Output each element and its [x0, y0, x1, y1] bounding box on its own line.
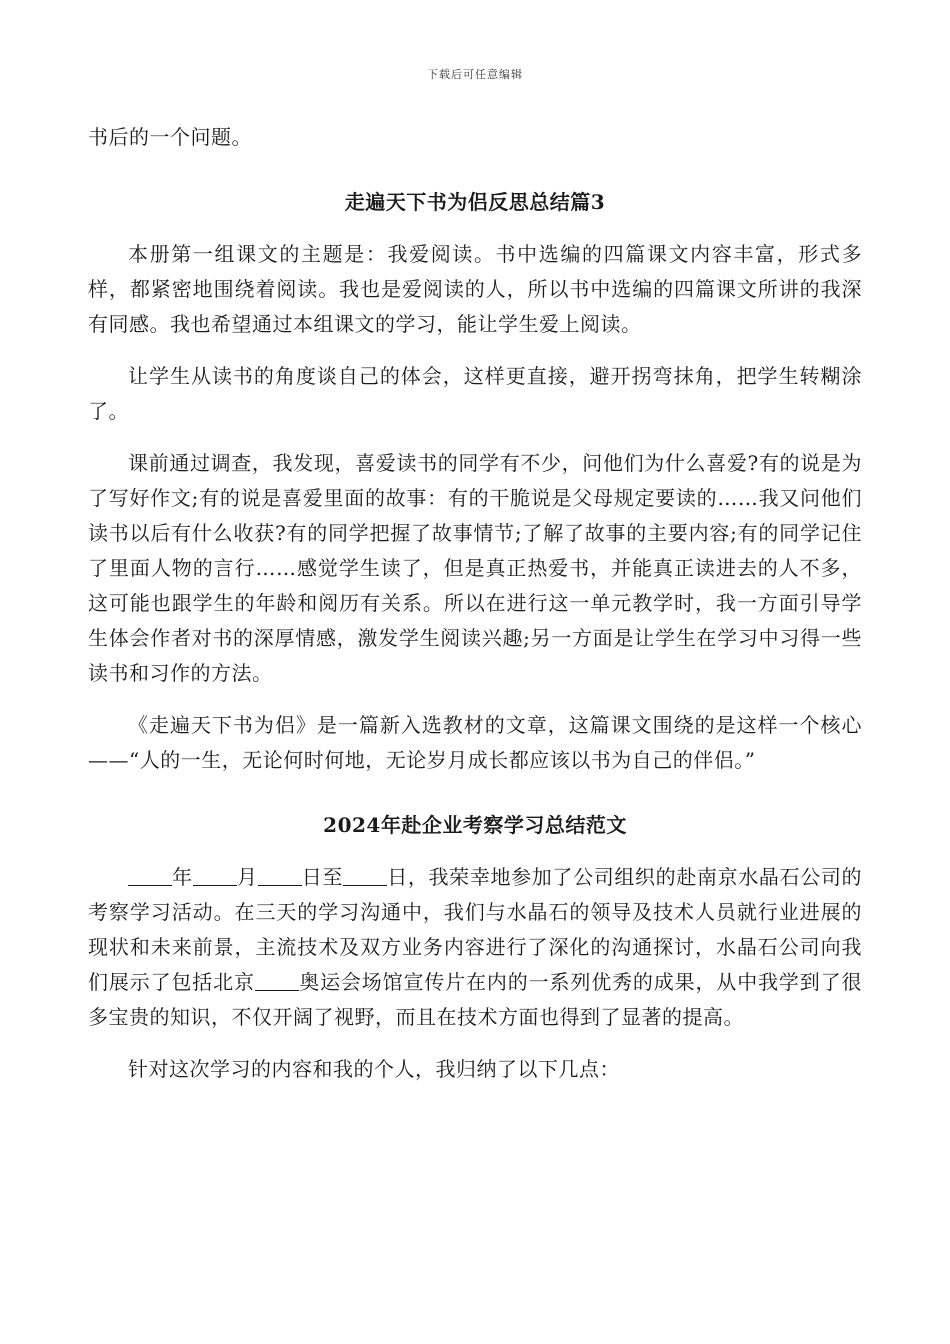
paragraph-survey: 课前通过调查，我发现，喜爱读书的同学有不少，问他们为什么喜爱?有的说是为了写好作文;有的说是喜爱里面的故事：有的干脆说是父母规定要读的……我又问他们读书以后有什么收获?有的同学把握了故事情节;了解了故事的主要内容;有的同学记住了里面人物的言行……感觉学生读了，但是真正热爱书，并能真正读进去的人不多，这可能也跟学生的年龄和阅历有关系。所以在进行这一单元教学时，我一方面引导学生体会作者对书的深厚情感，激发学生阅读兴趣;另一方面是让学生在学习中习得一些读书和习作的方法。	[88, 451, 862, 685]
text-fragment: 日，我荣幸地参加了公司组织的赴南京水晶石公司的考察学习活动。在三天的学习沟通中，我们与水晶石的领导及技术人员就行业进展的现状和未来前景，主流技术及双方业务内容进行了深化的沟通探讨，水晶石公司向我们展示了包括北京	[88, 865, 863, 994]
text-fragment: 奥运会场馆宣传片在内的一系列优秀的成果，从中我学到了很多宝贵的知识，不仅开阔了视野，而且在技术方面也得到了显著的提高。	[88, 970, 863, 1029]
blank-line	[343, 865, 387, 886]
paragraph-visit-intro	[88, 860, 862, 1035]
page-header: 下载后可任意编辑	[427, 68, 523, 81]
blank-line	[128, 865, 172, 886]
paragraph-core-idea: 《走遍天下书为侣》是一篇新入选教材的文章，这篇课文围绕的是这样一个核心——“人的一生，无论何时何地，无论岁月成长都应该以书为自己的伴侣。”	[88, 713, 862, 772]
paragraph-theme: 本册第一组课文的主题是：我爱阅读。书中选编的四篇课文内容丰富，形式多样，都紧密地围绕着阅读。我也是爱阅读的人，所以书中选编的四篇课文所讲的我深有同感。我也希望通过本组课文的学习，能让学生爱上阅读。	[88, 242, 862, 336]
blank-line	[255, 970, 299, 991]
text-fragment: 年	[172, 865, 193, 889]
section-heading-reflection: 走遍天下书为侣反思总结篇3	[344, 190, 606, 214]
paragraph-continuation: 书后的一个问题。	[88, 125, 252, 149]
blank-line	[193, 865, 237, 886]
section-heading-visit-summary: 2024年赴企业考察学习总结范文	[323, 813, 627, 837]
document-body	[88, 120, 862, 1104]
paragraph-experience: 让学生从读书的角度谈自己的体会，这样更直接，避开拐弯抹角，把学生转糊涂了。	[88, 364, 862, 423]
text-fragment: 日至	[301, 865, 344, 889]
text-fragment: 月	[236, 865, 258, 889]
paragraph-summary-lead: 针对这次学习的内容和我的个人，我归纳了以下几点：	[128, 1057, 620, 1081]
blank-line	[258, 865, 302, 886]
